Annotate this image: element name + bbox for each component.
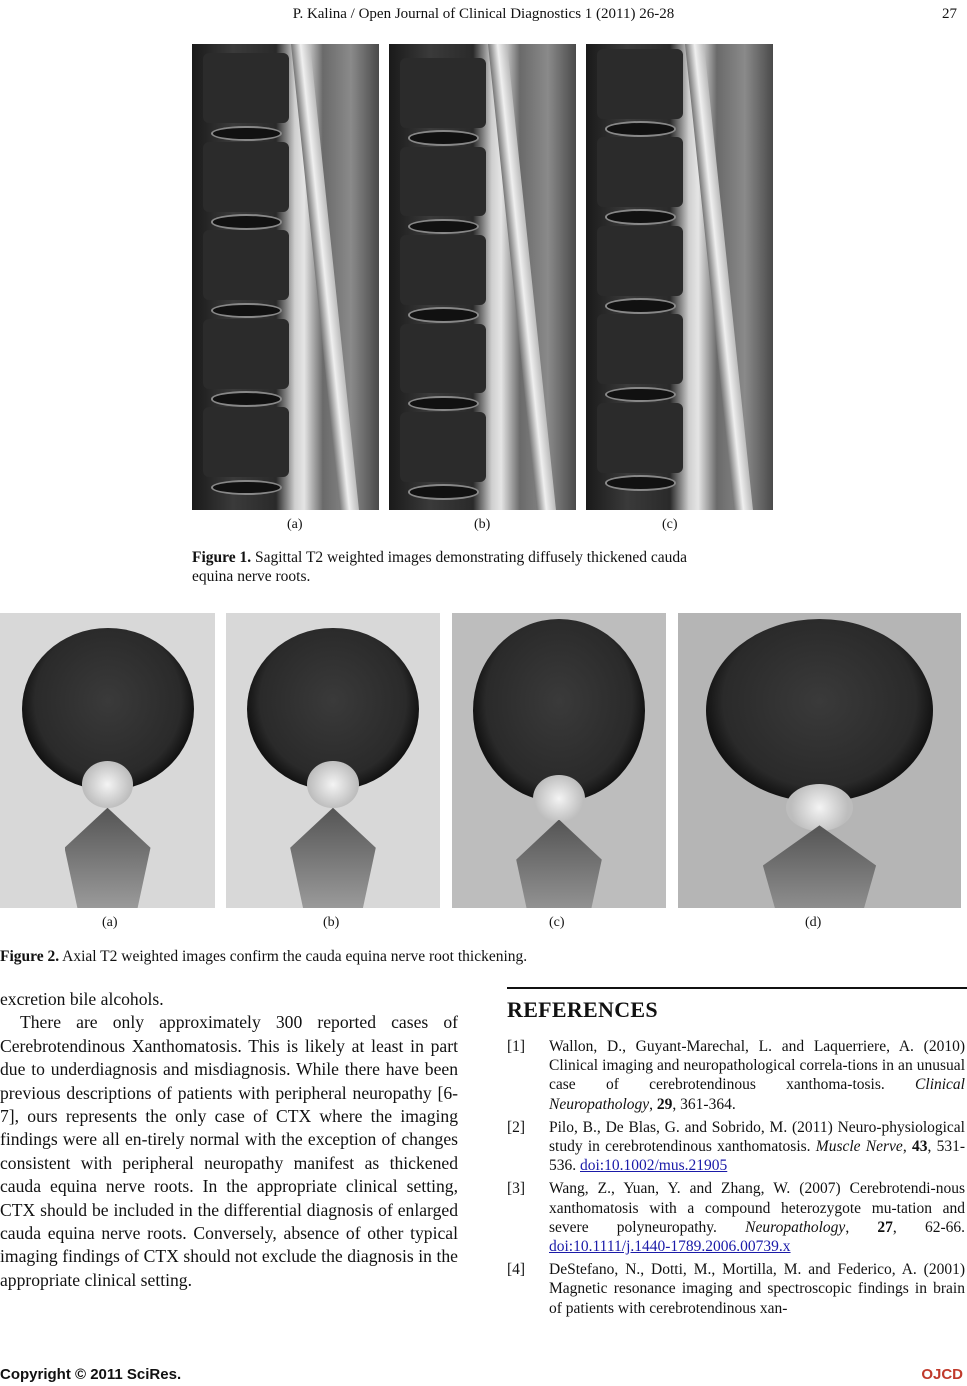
figure-2-caption-lead: Figure 2. <box>0 948 60 965</box>
journal-abbrev-footer: OJCD <box>921 1366 963 1383</box>
figure-1a-label: (a) <box>287 517 303 532</box>
reference-item <box>507 1118 965 1176</box>
running-header: P. Kalina / Open Journal of Clinical Diagnostics 1 (2011) 26-28 <box>292 6 675 22</box>
references-heading: REFERENCES <box>507 997 658 1022</box>
reference-volume: 43 <box>911 1138 928 1156</box>
reference-separator: , <box>649 1095 657 1113</box>
reference-text: Pilo, B., De Blas, G. and Sobrido, M. (2011) Neuro-physiological study in cerebrotendinous xanthomatosis. <box>549 1118 965 1156</box>
reference-separator: , <box>845 1218 878 1236</box>
figure-1a-image <box>192 44 379 510</box>
figure-2a-label: (a) <box>102 915 118 930</box>
references-list <box>507 1037 965 1322</box>
figure-1-caption-lead: Figure 1. <box>192 549 252 566</box>
body-paragraph-2: There are only approximately 300 reported cases of Cerebrotendinous Xanthomatosis. This is likely at least in part due to underdiagnosis and misdiagnosis. While there have been previous descriptions of patients with peripheral neuropathy [6-7], ours represents the only case of CTX where the imaging findings were all en-tirely normal with the exception of changes consistent with peripheral neuropathy manifest as thickened cauda equina nerve roots. In the appropriate clinical setting, CTX should be included in the differential diagnosis of enlarged cauda equina nerve roots. Conversely, absence of other typical imaging findings of CTX should not exclude the diagnosis in the appropriate clinical setting. <box>0 1012 458 1290</box>
figure-1b-label: (b) <box>474 517 491 532</box>
reference-journal: Neuropathology <box>745 1218 846 1236</box>
figure-2d-image <box>678 613 961 908</box>
references-rule <box>507 987 967 989</box>
reference-item <box>507 1037 965 1114</box>
reference-number: [1] <box>507 1038 526 1055</box>
figure-2c-label: (c) <box>549 915 565 930</box>
figure-2b-label: (b) <box>323 915 340 930</box>
reference-separator: , <box>902 1138 912 1156</box>
figure-2b-image <box>226 613 440 908</box>
figure-1c-image <box>586 44 773 510</box>
figure-1-caption-line2: equina nerve roots. <box>192 568 311 585</box>
reference-text: Wallon, D., Guyant-Marechal, L. and Laquerriere, A. (2010) Clinical imaging and neuropathological correla-tions in an unusual case of cerebrotendinous xanthoma-tosis. <box>549 1038 965 1094</box>
reference-pages: , 361-364. <box>672 1095 736 1113</box>
copyright-footer: Copyright © 2011 SciRes. <box>0 1366 182 1383</box>
reference-pages: , 62-66. <box>892 1218 965 1236</box>
doi-link[interactable]: doi:10.1002/mus.21905 <box>580 1157 728 1175</box>
figure-2d-label: (d) <box>805 915 822 930</box>
reference-number: [4] <box>507 1261 526 1279</box>
reference-number: [3] <box>507 1180 526 1198</box>
figure-2a-image <box>0 613 215 908</box>
reference-volume: 27 <box>877 1218 893 1236</box>
reference-journal: Muscle Nerve <box>815 1138 903 1156</box>
figure-1-caption-line1: Sagittal T2 weighted images demonstrating diffusely thickened cauda <box>251 549 688 566</box>
reference-text: Wang, Z., Yuan, Y. and Zhang, W. (2007) Cerebrotendi-nous xanthomatosis with a compound heterozygote mu-tation and severe polyneuropathy. <box>549 1180 965 1236</box>
figure-1b-image <box>389 44 576 510</box>
figure-2-caption <box>0 947 960 966</box>
figure-2-caption-text: Axial T2 weighted images confirm the cauda equina nerve root thickening. <box>59 948 528 965</box>
page-number: 27 <box>942 6 957 22</box>
body-paragraph-1: excretion bile alcohols. <box>0 989 164 1009</box>
reference-pages: , 531-536. <box>549 1138 965 1175</box>
body-text-column <box>0 988 458 1292</box>
reference-volume: 29 <box>656 1095 673 1113</box>
reference-journal: Clinical Neuropathology <box>549 1076 965 1113</box>
figure-2c-image <box>452 613 666 908</box>
reference-item <box>507 1179 965 1256</box>
reference-item <box>507 1260 965 1318</box>
reference-number: [2] <box>507 1118 526 1136</box>
figure-1c-label: (c) <box>662 517 678 532</box>
reference-text: DeStefano, N., Dotti, M., Mortilla, M. and Federico, A. (2001) Magnetic resonance imaging and spectroscopic findings in brain of patients with cerebrotendinous xan- <box>549 1261 965 1317</box>
figure-1-caption <box>192 548 782 586</box>
doi-link[interactable]: doi:10.1111/j.1440-1789.2006.00739.x <box>549 1238 791 1256</box>
